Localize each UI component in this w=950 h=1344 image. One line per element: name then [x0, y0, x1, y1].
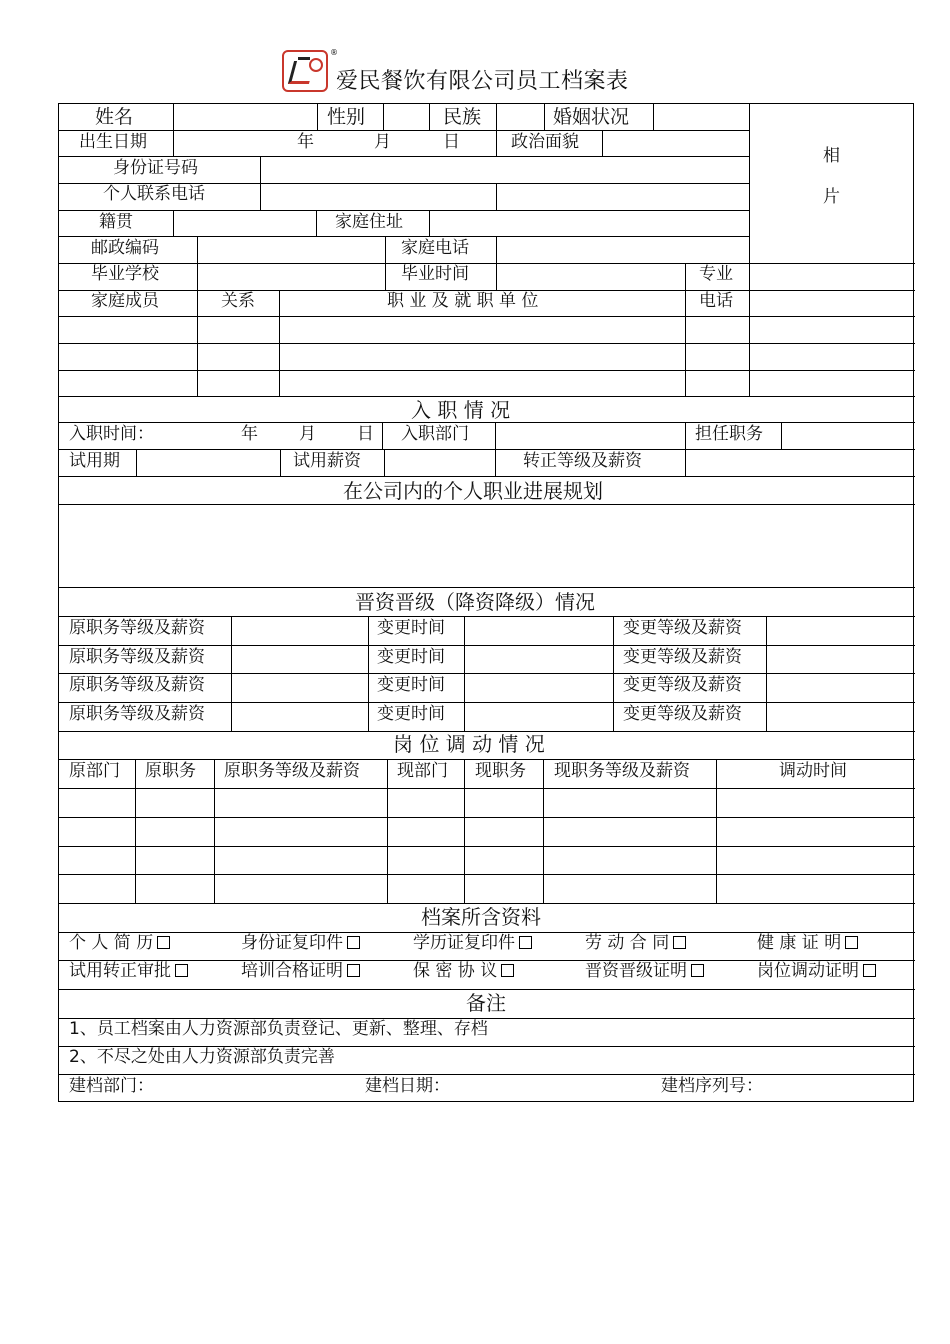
- checkbox-icon[interactable]: [501, 964, 514, 977]
- checklist-item[interactable]: 保 密 协 议: [413, 963, 514, 980]
- label-join-day: 日: [357, 424, 374, 444]
- label-home-address: 家庭住址: [335, 212, 403, 232]
- label-name: 姓名: [95, 106, 134, 128]
- label-changed-grade: 变更等级及薪资: [623, 675, 742, 695]
- label-marital-status: 婚姻状况: [553, 106, 630, 128]
- remark-line-1: 1、员工档案由人力资源部负责登记、更新、整理、存档: [69, 1019, 488, 1039]
- checkbox-icon[interactable]: [845, 936, 858, 949]
- checkbox-icon[interactable]: [863, 964, 876, 977]
- label-archive-serial: 建档序列号：: [661, 1076, 763, 1096]
- section-title-onboarding: 入 职 情 况: [411, 398, 511, 422]
- label-family-member: 家庭成员: [91, 291, 159, 311]
- column-header: 现部门: [397, 761, 448, 781]
- label-home-phone: 家庭电话: [401, 238, 469, 258]
- section-title-salary: 晋资晋级（降资降级）情况: [355, 590, 595, 614]
- label-major: 专业: [699, 264, 733, 284]
- section-title-career: 在公司内的个人职业进展规划: [343, 479, 603, 503]
- label-original-grade: 原职务等级及薪资: [69, 647, 205, 667]
- checklist-item[interactable]: 身份证复印件: [241, 935, 360, 952]
- label-archive-dept: 建档部门：: [69, 1076, 154, 1096]
- remark-line-2: 2、不尽之处由人力资源部负责完善: [69, 1047, 335, 1067]
- label-family-tel: 电话: [699, 291, 733, 311]
- checklist-item[interactable]: 劳 动 合 同: [585, 935, 686, 952]
- checklist-item[interactable]: 岗位调动证明: [757, 963, 876, 980]
- checkbox-icon[interactable]: [691, 964, 704, 977]
- label-changed-grade: 变更等级及薪资: [623, 647, 742, 667]
- label-regular-grade: 转正等级及薪资: [523, 451, 642, 471]
- label-school: 毕业学校: [91, 264, 159, 284]
- label-probation-salary: 试用薪资: [293, 451, 361, 471]
- label-original-grade: 原职务等级及薪资: [69, 675, 205, 695]
- label-postcode: 邮政编码: [91, 238, 159, 258]
- column-header: 调动时间: [779, 761, 847, 781]
- checkbox-icon[interactable]: [519, 936, 532, 949]
- label-position: 担任职务: [695, 424, 763, 444]
- checkbox-icon[interactable]: [347, 936, 360, 949]
- checkbox-icon[interactable]: [157, 936, 170, 949]
- label-original-grade: 原职务等级及薪资: [69, 618, 205, 638]
- form-header: [0, 46, 950, 98]
- label-id-number: 身份证号码: [113, 158, 198, 178]
- label-birth-day: 日: [443, 132, 460, 152]
- label-ethnicity: 民族: [443, 106, 482, 128]
- label-join-month: 月: [299, 424, 316, 444]
- label-join-year: 年: [241, 424, 258, 444]
- section-title-remarks: 备注: [466, 991, 506, 1015]
- label-change-time: 变更时间: [377, 618, 445, 638]
- label-join-dept: 入职部门: [401, 424, 469, 444]
- checklist-item[interactable]: 试用转正审批: [69, 963, 188, 980]
- checklist-item[interactable]: 晋资晋级证明: [585, 963, 704, 980]
- checklist-item[interactable]: 个 人 简 历: [69, 935, 170, 952]
- label-change-time: 变更时间: [377, 647, 445, 667]
- label-archive-date: 建档日期：: [365, 1076, 450, 1096]
- column-header: 原职务: [145, 761, 196, 781]
- label-changed-grade: 变更等级及薪资: [623, 704, 742, 724]
- label-original-grade: 原职务等级及薪资: [69, 704, 205, 724]
- column-header: 现职务等级及薪资: [554, 761, 690, 781]
- label-gender: 性别: [327, 106, 366, 128]
- company-logo: [282, 50, 328, 92]
- column-header: 原部门: [69, 761, 120, 781]
- label-political-status: 政治面貌: [511, 132, 579, 152]
- label-grad-time: 毕业时间: [401, 264, 469, 284]
- label-birth-month: 月: [374, 132, 391, 152]
- checkbox-icon[interactable]: [673, 936, 686, 949]
- label-personal-phone: 个人联系电话: [103, 184, 205, 204]
- employee-record-form: [58, 103, 914, 1102]
- label-change-time: 变更时间: [377, 704, 445, 724]
- label-changed-grade: 变更等级及薪资: [623, 618, 742, 638]
- photo-label-1: 相: [823, 146, 840, 166]
- label-birth-year: 年: [297, 132, 314, 152]
- label-join-time: 入职时间：: [69, 424, 154, 444]
- checklist-item[interactable]: 健 康 证 明: [757, 935, 858, 952]
- column-header: 原职务等级及薪资: [224, 761, 360, 781]
- photo-label-2: 片: [823, 187, 840, 207]
- label-job-unit: 职 业 及 就 职 单 位: [387, 291, 539, 311]
- label-relation: 关系: [221, 291, 255, 311]
- label-native-place: 籍贯: [99, 212, 133, 232]
- label-birth-date: 出生日期: [79, 132, 147, 152]
- checklist-item[interactable]: 学历证复印件: [413, 935, 532, 952]
- label-change-time: 变更时间: [377, 675, 445, 695]
- checklist-item[interactable]: 培训合格证明: [241, 963, 360, 980]
- checkbox-icon[interactable]: [347, 964, 360, 977]
- page-title: 爱民餐饮有限公司员工档案表: [336, 69, 629, 94]
- registered-mark: ®: [330, 48, 338, 57]
- checkbox-icon[interactable]: [175, 964, 188, 977]
- section-title-transfer: 岗 位 调 动 情 况: [393, 732, 545, 756]
- column-header: 现职务: [475, 761, 526, 781]
- section-title-materials: 档案所含资料: [421, 905, 541, 929]
- label-probation: 试用期: [69, 451, 120, 471]
